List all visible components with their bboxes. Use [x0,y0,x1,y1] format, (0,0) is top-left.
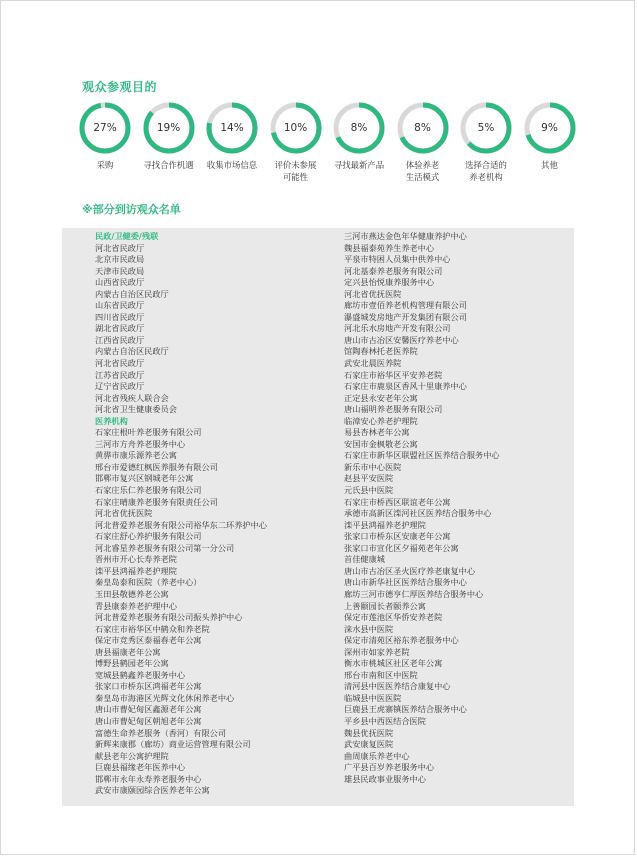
visitor-list-item: 新乐市中心医院 [344,461,402,472]
visitor-list-item: 富德生命养老服务（香河）有限公司 [95,727,227,738]
purpose-item [520,102,580,172]
visitor-list-item: 唐县福康老年公寓 [95,646,161,657]
visitor-list-item: 定兴县怡悦康养服务中心 [344,277,435,288]
purpose-item [139,102,199,172]
visitor-list-item: 河北省优抚医院 [344,288,402,299]
visitor-list-item: 张家口市宣化区夕福苑老年公寓 [344,542,459,553]
visitor-list-item: 涞水县中医院 [344,623,394,634]
visitor-list-item: 天津市民政局 [95,265,145,276]
visitor-list-item: 石家庄市鹿泉区香风十里康养中心 [344,381,467,392]
visitor-list-item: 廊坊市壹佰养老机构管理有限公司 [344,300,467,311]
visitor-list-item: 河北省卫生健康委员会 [95,404,177,415]
visitor-list-right-column [344,231,500,785]
purpose-percent: 10% [283,122,308,134]
visitor-list-item: 元氏县中医院 [344,485,394,496]
visitor-list-item: 唐山市曹妃甸区朝旭老年公寓 [95,715,202,726]
visitor-list-item: 献县老年公寓护理院 [95,750,169,761]
visitor-list-item: 唐山市古冶区圣火医疗养老康复中心 [344,565,476,576]
visitor-list-item: 石家庄市裕华区中鹤众和养老院 [95,623,210,634]
visitor-list-item: 山东省民政厅 [95,300,145,311]
visitor-list-item: 廊坊三河市德亨仁厚医养结合服务中心 [344,588,484,599]
purpose-percent: 5% [477,122,495,134]
visitor-list-panel [62,228,574,806]
visitor-list-item: 赵县平安医院 [344,473,394,484]
visitor-list-item: 内蒙古自治区民政厅 [95,288,169,299]
visitor-list-item: 石家庄根叶养老服务有限公司 [95,427,202,438]
purpose-item [202,102,262,172]
section-title-purposes: 观众参观目的 [82,80,158,94]
visitor-list-item: 博野县鹤园老年公寓 [95,658,169,669]
visitor-list-item: 湖北省民政厅 [95,323,145,334]
visitor-list-item: 保定市清苑区裕东养老服务中心 [344,635,459,646]
purpose-item [456,102,516,183]
visitor-list-item: 安国市金枫敬老公寓 [344,438,418,449]
purpose-percent: 9% [541,122,558,134]
visitor-list-item: 石家庄市新华区联盟社区医养结合服务中心 [344,450,500,461]
visitor-list-item: 唐山市新华社区医养结合服务中心 [344,577,467,588]
purpose-label: 收集市场信息 [206,160,258,170]
purpose-percent: 8% [414,122,431,134]
visitor-list-item: 内蒙古自治区民政厅 [95,346,169,357]
visitor-list-item: 滦平县鸿福养老护理院 [344,519,426,530]
visitor-list-item: 四川省民政厅 [95,311,145,322]
visitor-list-item: 晋州市开心长寿养老院 [95,554,177,565]
visitor-list-item: 邯郸市复兴区钢城老年公寓 [95,473,194,484]
visitor-list-item: 河北基泰养老服务有限公司 [344,265,443,276]
visitor-list-item: 宽城县鹤鑫养老服务中心 [95,669,186,680]
visitor-list-item: 滦平县鸿福养老护理院 [95,565,177,576]
purpose-ring-charts [79,102,579,182]
visitor-list-item: 张家口市桥东区鸿福老年公寓 [95,681,202,692]
visitor-list-item: 辽宁省民政厅 [95,381,145,392]
visitor-list-item: 黄骅市康乐源养老公寓 [95,450,177,461]
purpose-label: 寻找最新产品 [333,160,385,170]
purpose-item [329,102,389,172]
visitor-list-item: 巨鹿县王虎寨镇医养结合服务中心 [344,704,467,715]
visitor-list-item: 魏县优抚医院 [344,727,394,738]
purpose-label: 采购 [96,160,114,170]
visitor-list-item: 平泉市特困人员集中供养中心 [344,254,451,265]
visitor-category-heading: 民政/卫健委/残联 [95,231,159,241]
visitor-list-item: 上善颐园长者颐养公寓 [344,600,426,611]
visitor-list-item: 石家庄市桥西区联谊老年公寓 [344,496,451,507]
visitor-list-item: 河北普爱养老服务有限公司裕华东二环养护中心 [95,519,267,530]
visitor-list-item: 河北乐水房地产开发有限公司 [344,323,451,334]
purpose-percent: 8% [350,122,368,134]
purpose-ring [270,102,322,154]
purpose-label: 其他 [541,160,558,170]
visitor-list-item: 江西省民政厅 [95,334,145,345]
visitor-list-item: 河北睿星养老服务有限公司第一分公司 [95,542,235,553]
visitor-list-left-column [95,231,267,797]
visitor-list-item: 衡水市桃城区社区老年公寓 [344,658,443,669]
purpose-label: 选择合适的 养老机构 [465,160,507,182]
visitor-list-item: 广平县百岁养老服务中心 [344,762,435,773]
visitor-list-item: 馆陶春林托老医养院 [344,346,418,357]
purpose-label: 体验养老 生活模式 [405,160,440,182]
visitor-list-item: 唐山福明养老服务有限公司 [344,404,443,415]
purpose-percent: 14% [220,122,244,134]
visitor-list-item: 河北省残疾人联合会 [95,392,169,403]
visitor-list-item: 江苏省民政厅 [95,369,145,380]
purpose-ring [524,102,576,154]
purpose-ring [143,102,195,154]
visitor-list-item: 邯郸市永年永寿养老服务中心 [95,773,202,784]
visitor-list-item: 曲周康乐养老中心 [344,750,410,761]
visitor-list-item: 瀑盛城发房地产开发集团有限公司 [344,311,467,322]
visitor-list-item: 河北省优抚医院 [95,508,153,519]
visitor-list-item: 保定市莲池区华侨安养老院 [344,612,443,623]
visitor-list-item: 张家口市桥东区安康老年公寓 [344,531,451,542]
visitor-category-heading: 医养机构 [95,415,128,426]
visitor-list-item: 三河市方舟养老服务中心 [95,438,186,449]
visitor-list-item: 保定市竞秀区泰福春老年公寓 [95,635,202,646]
purpose-ring [206,102,258,154]
purpose-item [266,102,326,183]
purpose-ring [79,102,131,154]
visitor-list-item: 秦皇岛市海港区光辉文化休闲养老中心 [95,692,235,703]
visitor-list-item: 石家庄舒心养护服务有限公司 [95,531,202,542]
visitor-list-item: 深州市如家养老院 [344,646,410,657]
purpose-label: 寻找合作机遇 [143,160,194,170]
section-title-visitor-list: ※部分到访观众名单 [82,203,181,216]
visitor-list-item: 正定县永安老年公寓 [344,392,418,403]
visitor-list-item: 易县杏林老年公寓 [344,427,410,438]
visitor-list-item: 河北普爱养老服务有限公司振头养护中心 [95,612,243,623]
visitor-list-item: 石家庄乐仁养老服务有限公司 [95,485,202,496]
visitor-list-item: 临漳安心养老护理院 [344,415,418,426]
purpose-ring [397,102,449,154]
visitor-list-item: 北京市民政局 [95,254,145,265]
visitor-list-item: 武安康复医院 [344,739,394,750]
visitor-list-item: 玉田县敬德养老公寓 [95,588,169,599]
visitor-list-item: 雄县民政事业服务中心 [344,773,426,784]
visitor-list-item: 石家庄市裕华区平安养老院 [344,369,443,380]
visitor-list-item: 清河县中医医养结合康复中心 [344,681,451,692]
visitor-list-item: 首佳健康城 [344,554,385,565]
visitor-list-item: 山西省民政厅 [95,277,145,288]
visitor-list-item: 魏县福泰苑养生养老中心 [344,242,435,253]
visitor-list-item: 临城县中医医院 [344,692,402,703]
visitor-list-item: 河北省民政厅 [95,242,145,253]
visitor-list-item: 唐山市古冶区安馨医疗养老中心 [344,334,459,345]
purpose-ring [460,102,512,154]
purpose-percent: 19% [156,122,181,134]
visitor-list-item: 巨鹿县福缘老年医养中心 [95,762,186,773]
visitor-list-item: 承德市高新区滦河社区医养结合服务中心 [344,508,492,519]
visitor-list-item: 青县康泰养老护理中心 [95,600,177,611]
visitor-list-item: 新辉来康郡（廊坊）商业运营管理有限公司 [95,739,251,750]
visitor-list-item: 秦皇岛泰和医院（养老中心） [95,577,202,588]
visitor-list-item: 石家庄晴康养老服务有限责任公司 [95,496,218,507]
visitor-list-item: 武安市康颐园综合医养老年公寓 [95,785,210,796]
visitor-list-item: 邢台市爱德红枫医养服务有限公司 [95,461,218,472]
purpose-percent: 27% [93,122,117,134]
visitor-list-item: 武安北晨医养院 [344,358,402,369]
visitor-list-item: 邢台市南和区中医院 [344,669,418,680]
visitor-list-item: 平乡县中西医结合医院 [344,715,426,726]
purpose-item [393,102,453,183]
purpose-ring [333,102,385,154]
purpose-label: 评价未参展 可能性 [274,160,317,182]
purpose-item [75,102,135,172]
visitor-list-item: 河北省民政厅 [95,358,145,369]
visitor-list-item: 唐山市曹妃甸区鑫源老年公寓 [95,704,202,715]
visitor-list-item: 三河市燕达金色年华健康养护中心 [344,231,467,241]
